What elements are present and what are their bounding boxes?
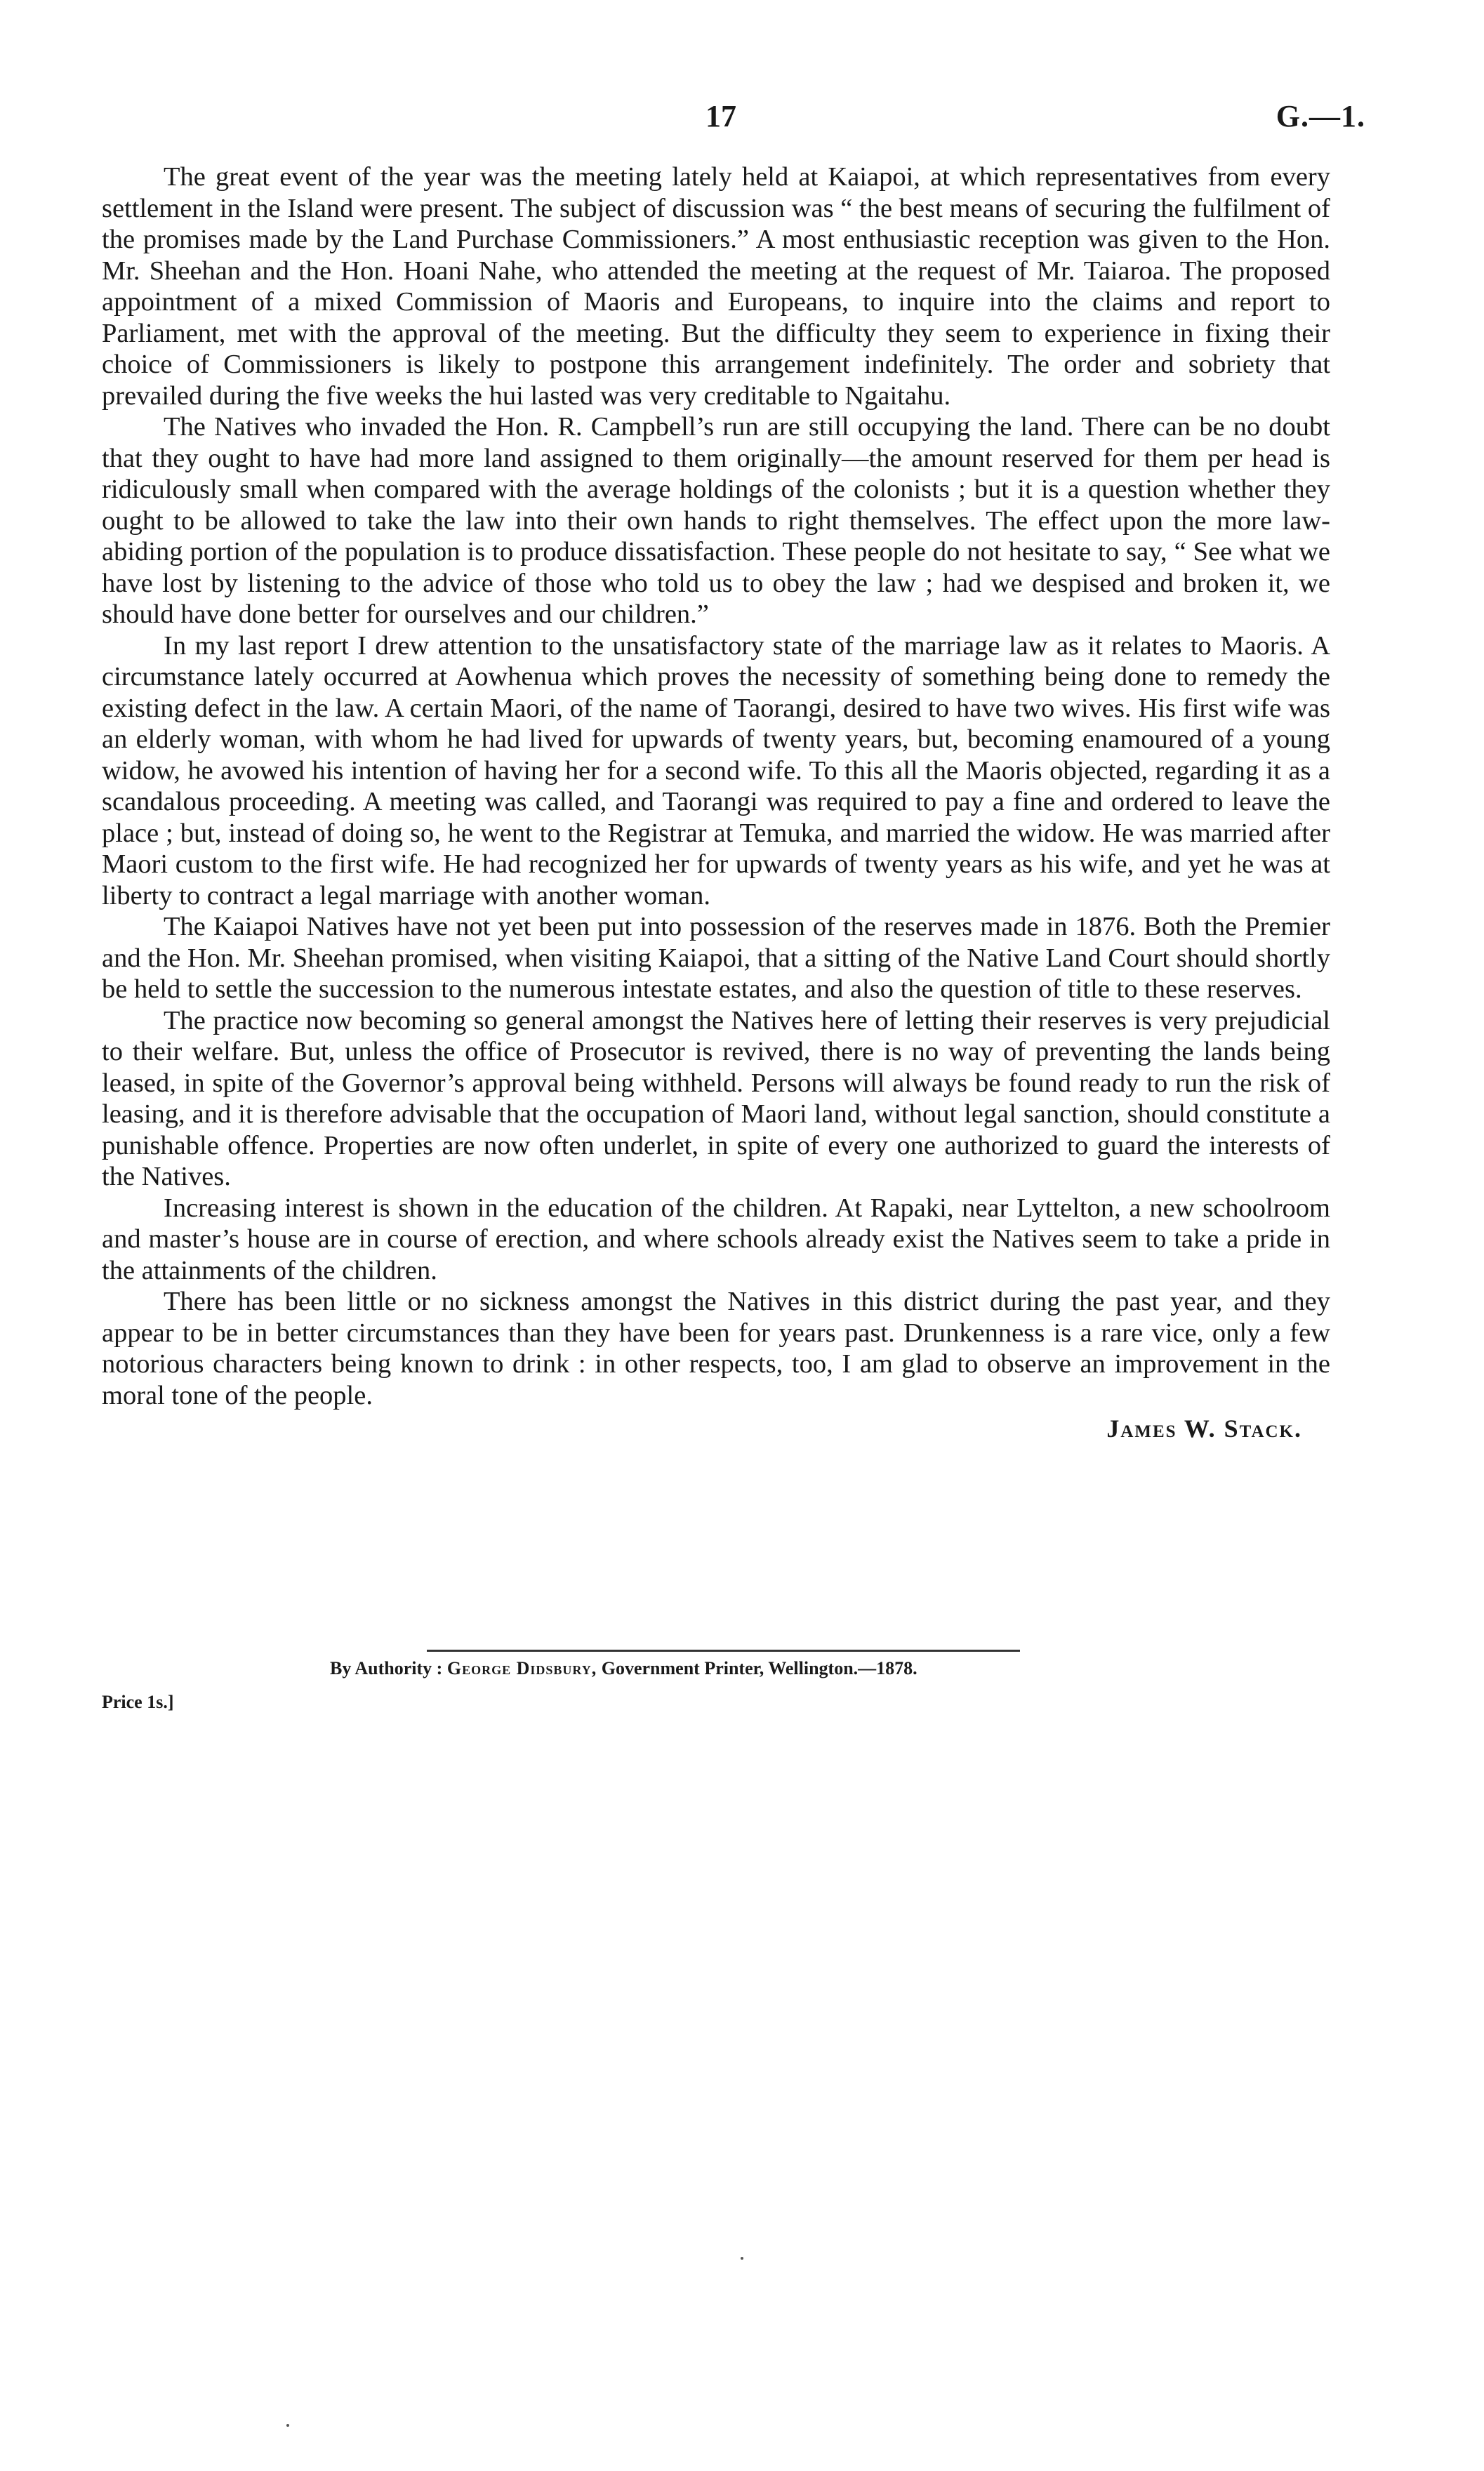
paragraph-education: Increasing interest is shown in the education of the children. At Rapaki, near Lyttelton, a new schoolroom and master’s house are in course of erection, and where schools already exist the Natives seem to take a pride in the attainments of the children. [102,1193,1330,1285]
signature: James W. Stack. [1106,1415,1302,1443]
page-number: 17 [705,99,736,133]
printer-imprint [330,1658,1158,1679]
paragraph-leasing-reserves: The practice now becoming so general amongst the Natives here of letting their reserves is very prejudicial to their welfare. But, unless the office of Prosecutor is revived, there is no way of preventing the lands being leased, in spite of the Governor’s approval being withheld. Persons will always be found ready to run the risk of leasing, and it is therefore advisable that the occupation of Maori land, without legal sanction, should constitute a punishable offence. Properties are now often underlet, in spite of every one authorized to guard the interests of the Natives. [102,1005,1330,1191]
page-header [102,98,1365,140]
paragraph-kaiapoi-meeting: The great event of the year was the meeting lately held at Kaiapoi, at which representatives from every settlement in the Island were present. The subject of discussion was “ the best means of securing the fulfilment of the promises made by the Land Purchase Commissioners.” A most enthusiastic reception was given to the Hon. Mr. Sheehan and the Hon. Hoani Nahe, who attended the meeting at the request of Mr. Taiaroa. The proposed appointment of a mixed Commission of Maoris and Europeans, to inquire into the claims and report to Parliament, met with the approval of the meeting. But the difficulty they seem to experience in fixing their choice of Commissioners is likely to postpone this arrangement indefinitely. The order and sobriety that prevailed during the five weeks the hui lasted was very creditable to Ngaitahu. [102,162,1330,411]
paragraph-kaiapoi-reserves: The Kaiapoi Natives have not yet been put into possession of the reserves made in 1876. Both the Premier and the Hon. Mr. Sheehan promised, when visiting Kaiapoi, that a sitting of the Native Land Court should shortly be held to settle the succession to the numerous intestate estates, and also the question of title to these reserves. [102,912,1330,1004]
report-body [102,161,1330,1446]
imprint-prefix: By Authority : [330,1658,447,1678]
paragraph-health: There has been little or no sickness amongst the Natives in this district during the past year, and they appear to be in better circumstances than they have been for years past. Drunkenness is a rare vice, only a few notorious characters being known to drink : in other respects, too, I am glad to observe an improvement in the moral tone of the people. [102,1287,1330,1410]
printer-name: George Didsbury, [446,1658,597,1678]
paper-speck [741,2257,743,2260]
imprint-divider [427,1650,1020,1652]
imprint-suffix: Government Printer, Wellington.—1878. [597,1658,917,1678]
price-label: Price 1s.] [102,1692,174,1712]
paragraph-campbell-run: The Natives who invaded the Hon. R. Campbell’s run are still occupying the land. There can be no doubt that they ought to have had more land assigned to them originally—the amount reserved for them per head is ridiculously small when compared with the average holdings of the colonists ; but it is a question whether they ought to be allowed to take the law into their own hands to right themselves. The effect upon the more law-abiding portion of the population is to produce dissatisfaction. These people do not hesitate to say, “ See what we have lost by listening to the advice of those who told us to obey the law ; had we despised and broken it, we should have done better for ourselves and our children.” [102,412,1330,629]
document-reference: G.—1. [1276,99,1365,133]
paragraph-marriage-law: In my last report I drew attention to the unsatisfactory state of the marriage law as it relates to Maoris. A circumstance lately occurred at Aowhenua which proves the necessity of something being done to remedy the existing defect in the law. A certain Maori, of the name of Taorangi, desired to have two wives. His first wife was an elderly woman, with whom he had lived for upwards of twenty years, but, becoming enamoured of a young widow, he avowed his intention of having her for a second wife. To this all the Maoris objected, regarding it as a scandalous proceeding. A meeting was called, and Taorangi was required to pay a fine and ordered to leave the place ; but, instead of doing so, he went to the Registrar at Temuka, and married the widow. He was married after Maori custom to the first wife. He had recognized her for upwards of twenty years as his wife, and yet he was at liberty to contract a legal marriage with another woman. [102,630,1330,910]
paper-speck [286,2424,289,2427]
